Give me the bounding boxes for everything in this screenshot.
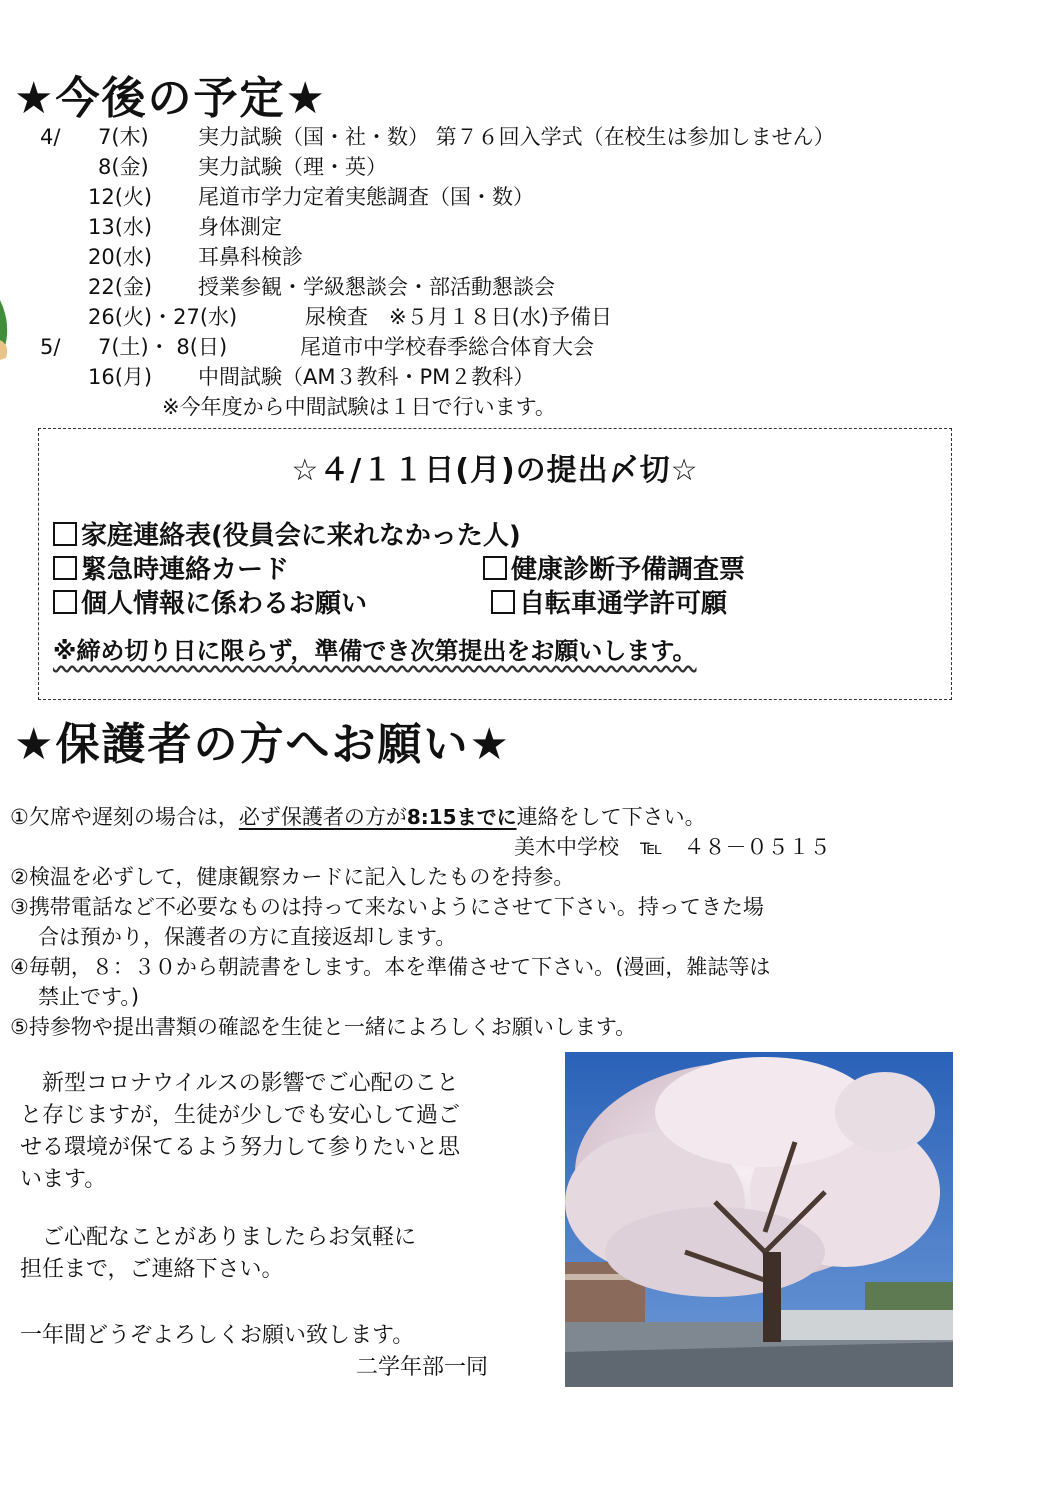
- request-item-3: ③携帯電話など不必要なものは持って来ないようにさせて下さい。持ってきた場: [10, 895, 764, 919]
- schedule-event: 中間試験（AM３教科・PM２教科）: [198, 365, 535, 389]
- checklist-item: [53, 519, 521, 553]
- checkbox-icon: [53, 522, 77, 546]
- requests-heading: ★保護者の方へお願い★: [14, 719, 511, 770]
- schedule-day: 26(火)・27(水): [88, 305, 238, 329]
- schedule-event: 耳鼻科検診: [198, 245, 303, 269]
- checklist-item: [53, 587, 367, 621]
- school-contact: 美木中学校 ℡ ４８－０５１５: [514, 835, 831, 859]
- decorative-leaf-shape: [0, 300, 12, 360]
- checkbox-icon: [53, 556, 77, 580]
- checkbox-icon: [483, 556, 507, 580]
- checklist-label: 健康診断予備調査票: [511, 555, 746, 585]
- schedule-day: 8(金): [98, 155, 149, 179]
- schedule-event: 尿検査 ※５月１８日(水)予備日: [305, 305, 612, 329]
- schedule-day: 13(水): [88, 215, 153, 239]
- schedule-day: 12(火): [88, 185, 153, 209]
- checklist-label: 家庭連絡表(役員会に来れなかった人): [81, 521, 521, 551]
- checklist-item: [53, 553, 289, 587]
- deadline-note: ※締め切り日に限らず，準備でき次第提出をお願いします。: [53, 637, 697, 665]
- schedule-heading: ★今後の予定★: [14, 73, 327, 124]
- schedule-event: 実力試験（理・英）: [198, 155, 387, 179]
- request-item-5: ⑤持参物や提出書類の確認を生徒と一緒によろしくお願いします。: [10, 1015, 637, 1039]
- request-item-3-cont: 合は預かり，保護者の方に直接返却します。: [38, 925, 457, 949]
- schedule-event: 尾道市中学校春季総合体育大会: [300, 335, 594, 359]
- schedule-event: 実力試験（国・社・数） 第７６回入学式（在校生は参加しません）: [198, 125, 835, 149]
- checklist-item: [483, 553, 745, 587]
- request-item-1: [10, 802, 706, 832]
- message-paragraph-1: [20, 1068, 540, 1196]
- schedule-day: 7(木): [98, 125, 149, 149]
- schedule-event: 尾道市学力定着実態調査（国・数）: [198, 185, 534, 209]
- message-line: せる環境が保てるよう努力して参りたいと思: [20, 1135, 461, 1160]
- checkbox-icon: [491, 590, 515, 614]
- checklist-item: [491, 587, 727, 621]
- request-emphasis: 必ず保護者の方が8:15までに: [238, 805, 517, 829]
- checklist-label: 自転車通学許可願: [519, 589, 728, 619]
- schedule-note-text: ※今年度から中間試験は１日で行います。: [162, 395, 556, 419]
- request-text: 連絡をして下さい。: [516, 805, 706, 829]
- request-text: ①欠席や遅刻の場合は，: [10, 805, 239, 829]
- message-line: と存じますが，生徒が少しでも安心して過ご: [20, 1103, 461, 1128]
- message-paragraph-2: [20, 1222, 540, 1286]
- message-closing: 一年間どうぞよろしくお願い致します。: [20, 1323, 415, 1348]
- request-item-4-cont: 禁止です。): [38, 985, 140, 1009]
- schedule-day: 7(土)・ 8(日): [98, 335, 228, 359]
- message-signature: 二学年部一同: [356, 1355, 489, 1380]
- cherry-blossom-photo: [565, 1052, 953, 1387]
- schedule-day: 16(月): [88, 365, 153, 389]
- deadline-title: ☆４/１１日(月)の提出〆切☆: [291, 453, 699, 488]
- schedule-event: 身体測定: [198, 215, 282, 239]
- checklist-label: 個人情報に係わるお願い: [81, 589, 368, 619]
- message-line: います。: [20, 1167, 107, 1192]
- schedule-day: 20(水): [88, 245, 153, 269]
- schedule-event: 授業参観・学級懇談会・部活動懇談会: [198, 275, 555, 299]
- checkbox-icon: [53, 590, 77, 614]
- schedule-month: 5/: [40, 335, 61, 359]
- schedule-day: 22(金): [88, 275, 153, 299]
- message-line: 新型コロナウイルスの影響でご心配のこと: [20, 1071, 459, 1096]
- schedule-month: 4/: [40, 125, 61, 149]
- request-item-4: ④毎朝，８：３０から朝読書をします。本を準備させて下さい。(漫画，雑誌等は: [10, 955, 771, 979]
- deadline-box: [38, 428, 952, 700]
- checklist-label: 緊急時連絡カード: [81, 555, 290, 585]
- request-item-2: ②検温を必ずして，健康観察カードに記入したものを持参。: [10, 865, 575, 889]
- message-line: ご心配なことがありましたらお気軽に: [20, 1225, 417, 1250]
- message-line: 担任まで，ご連絡下さい。: [20, 1257, 284, 1282]
